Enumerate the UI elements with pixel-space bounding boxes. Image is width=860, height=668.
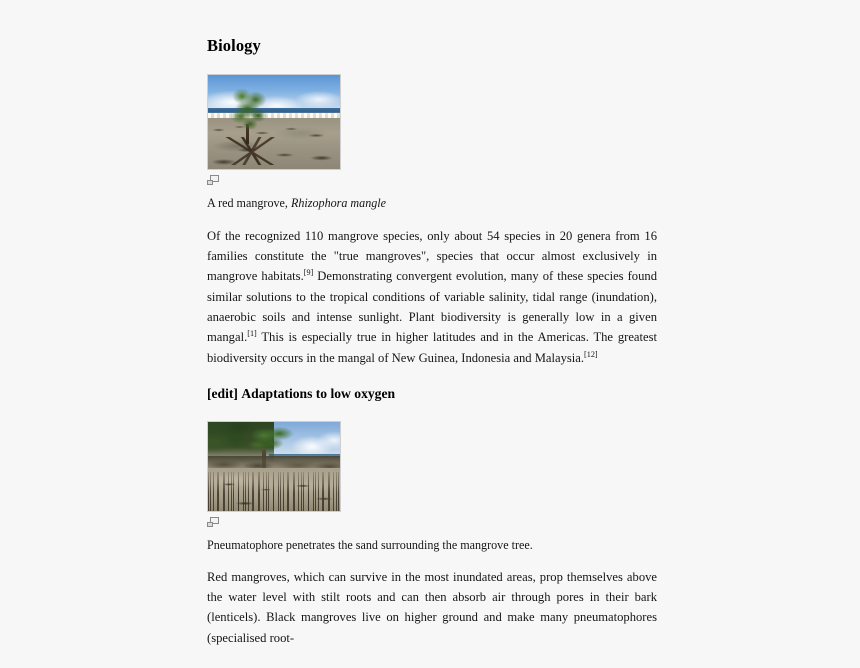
enlarge-icon-tab	[207, 522, 213, 527]
biology-text-part-3: This is especially true in higher latitudes and in the Americas. The greatest biodiversity occurs in the mangal of New Guinea, Indonesia and Malaysia.	[207, 330, 657, 365]
page-title: Biology	[207, 36, 261, 55]
pneumatophore-thumbnail[interactable]	[207, 421, 341, 512]
caption-text-prefix: A red mangrove,	[207, 195, 291, 210]
enlarge-icon[interactable]	[207, 517, 220, 528]
caption-species-name: Rhizophora mangle	[290, 195, 387, 210]
biology-text-part-2: Demonstrating convergent evolution, many of these species found similar solutions to the tropical conditions of variable salinity, tidal range (inundation), anaerobic soils and intense sunlight. Plant biodiversity is generally low in a given mangal.	[207, 269, 657, 345]
figure-pneumatophore	[207, 403, 657, 554]
biology-text-part-1: Of the recognized 110 mangrove species, only about 54 species in 20 genera from 16 families constitute the "true mangroves", species that occur almost exclusively in mangrove habitats.	[207, 228, 657, 284]
paragraph-biology	[207, 212, 657, 368]
red-mangrove-photo	[208, 75, 340, 169]
subsection-heading-adaptations	[207, 368, 657, 403]
citation-ref-12[interactable]: [12]	[584, 349, 598, 359]
photo-canopy-layer	[230, 87, 270, 129]
citation-ref-1[interactable]: [1]	[247, 329, 257, 339]
enlarge-icon-tab	[207, 180, 213, 185]
pneumatophore-photo	[208, 422, 340, 511]
paragraph-adaptations: Red mangroves, which can survive in the most inundated areas, prop themselves above the water level with stilt roots and can then absorb air through pores in their bark (lenticels). Black mangroves live on higher ground and make many pneumatophores (specialised root-	[207, 569, 657, 645]
subsection-heading-label: Adaptations to low oxygen	[241, 385, 396, 401]
citation-ref-9[interactable]: [9]	[303, 268, 314, 278]
photo-prop-roots-layer	[221, 137, 282, 165]
article-content-column	[207, 0, 657, 648]
enlarge-icon[interactable]	[207, 175, 220, 186]
figure-red-mangrove	[207, 56, 657, 212]
photo-debris-layer	[208, 473, 340, 510]
enlarge-row-pneumatophore	[207, 512, 657, 531]
caption-pneumatophore: Pneumatophore penetrates the sand surrounding the mangrove tree.	[207, 537, 533, 552]
enlarge-row-red-mangrove	[207, 170, 657, 189]
edit-section-link[interactable]: [edit]	[207, 385, 238, 401]
photo-canopy-layer	[248, 427, 296, 457]
photo-sky-layer	[208, 75, 340, 110]
caption-red-mangrove	[207, 189, 657, 212]
red-mangrove-thumbnail[interactable]	[207, 74, 341, 170]
